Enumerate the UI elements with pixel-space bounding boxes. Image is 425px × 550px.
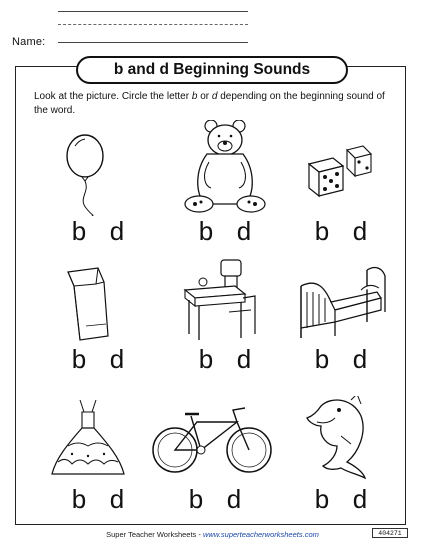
instructions bbox=[34, 90, 394, 118]
choice-d[interactable]: d bbox=[109, 484, 125, 514]
worksheet-code: 404271 bbox=[372, 528, 408, 538]
bicycle-icon bbox=[145, 402, 285, 478]
name-line-top bbox=[58, 11, 248, 12]
choice-b[interactable]: b bbox=[198, 216, 214, 246]
name-line-bottom[interactable] bbox=[58, 42, 248, 43]
letter-choices bbox=[155, 486, 275, 512]
dice-icon bbox=[281, 144, 401, 204]
instructions-letter-b: b bbox=[191, 91, 198, 102]
name-line-middle bbox=[58, 24, 248, 25]
choice-d[interactable]: d bbox=[109, 344, 125, 374]
letter-choices bbox=[38, 486, 158, 512]
letter-choices bbox=[165, 346, 285, 372]
letter-choices bbox=[281, 218, 401, 244]
bed-icon bbox=[281, 262, 401, 342]
choice-d[interactable]: d bbox=[109, 216, 125, 246]
bear-icon bbox=[165, 120, 285, 216]
instructions-text: depending on the beginning sound of the word. bbox=[34, 91, 385, 116]
footer-url[interactable]: www.superteacherworksheets.com bbox=[202, 530, 319, 539]
choice-b[interactable]: b bbox=[314, 216, 330, 246]
choice-b[interactable]: b bbox=[198, 344, 214, 374]
dolphin-icon bbox=[281, 396, 401, 480]
instructions-text: Look at the picture. Circle the letter bbox=[34, 91, 192, 102]
choice-b[interactable]: b bbox=[71, 344, 87, 374]
letter-choices bbox=[165, 218, 285, 244]
choice-b[interactable]: b bbox=[188, 484, 204, 514]
name-label: Name: bbox=[12, 36, 46, 48]
choice-d[interactable]: d bbox=[352, 216, 368, 246]
choice-b[interactable]: b bbox=[71, 216, 87, 246]
letter-choices bbox=[38, 218, 158, 244]
choice-b[interactable]: b bbox=[71, 484, 87, 514]
instructions-text: or bbox=[197, 91, 212, 102]
dress-icon bbox=[38, 398, 158, 478]
choice-b[interactable]: b bbox=[314, 344, 330, 374]
choice-b[interactable]: b bbox=[314, 484, 330, 514]
choice-d[interactable]: d bbox=[352, 484, 368, 514]
bag-icon bbox=[38, 266, 158, 342]
choice-d[interactable]: d bbox=[226, 484, 242, 514]
footer-brand: Super Teacher Worksheets - bbox=[106, 530, 203, 539]
letter-choices bbox=[281, 486, 401, 512]
choice-d[interactable]: d bbox=[236, 216, 252, 246]
balloon-icon bbox=[38, 126, 158, 216]
desk-icon bbox=[165, 256, 285, 342]
letter-choices bbox=[38, 346, 158, 372]
choice-d[interactable]: d bbox=[352, 344, 368, 374]
instructions-letter-d: d bbox=[211, 91, 218, 102]
footer bbox=[0, 530, 425, 539]
page-title: b and d Beginning Sounds bbox=[76, 56, 348, 84]
letter-choices bbox=[281, 346, 401, 372]
choice-d[interactable]: d bbox=[236, 344, 252, 374]
